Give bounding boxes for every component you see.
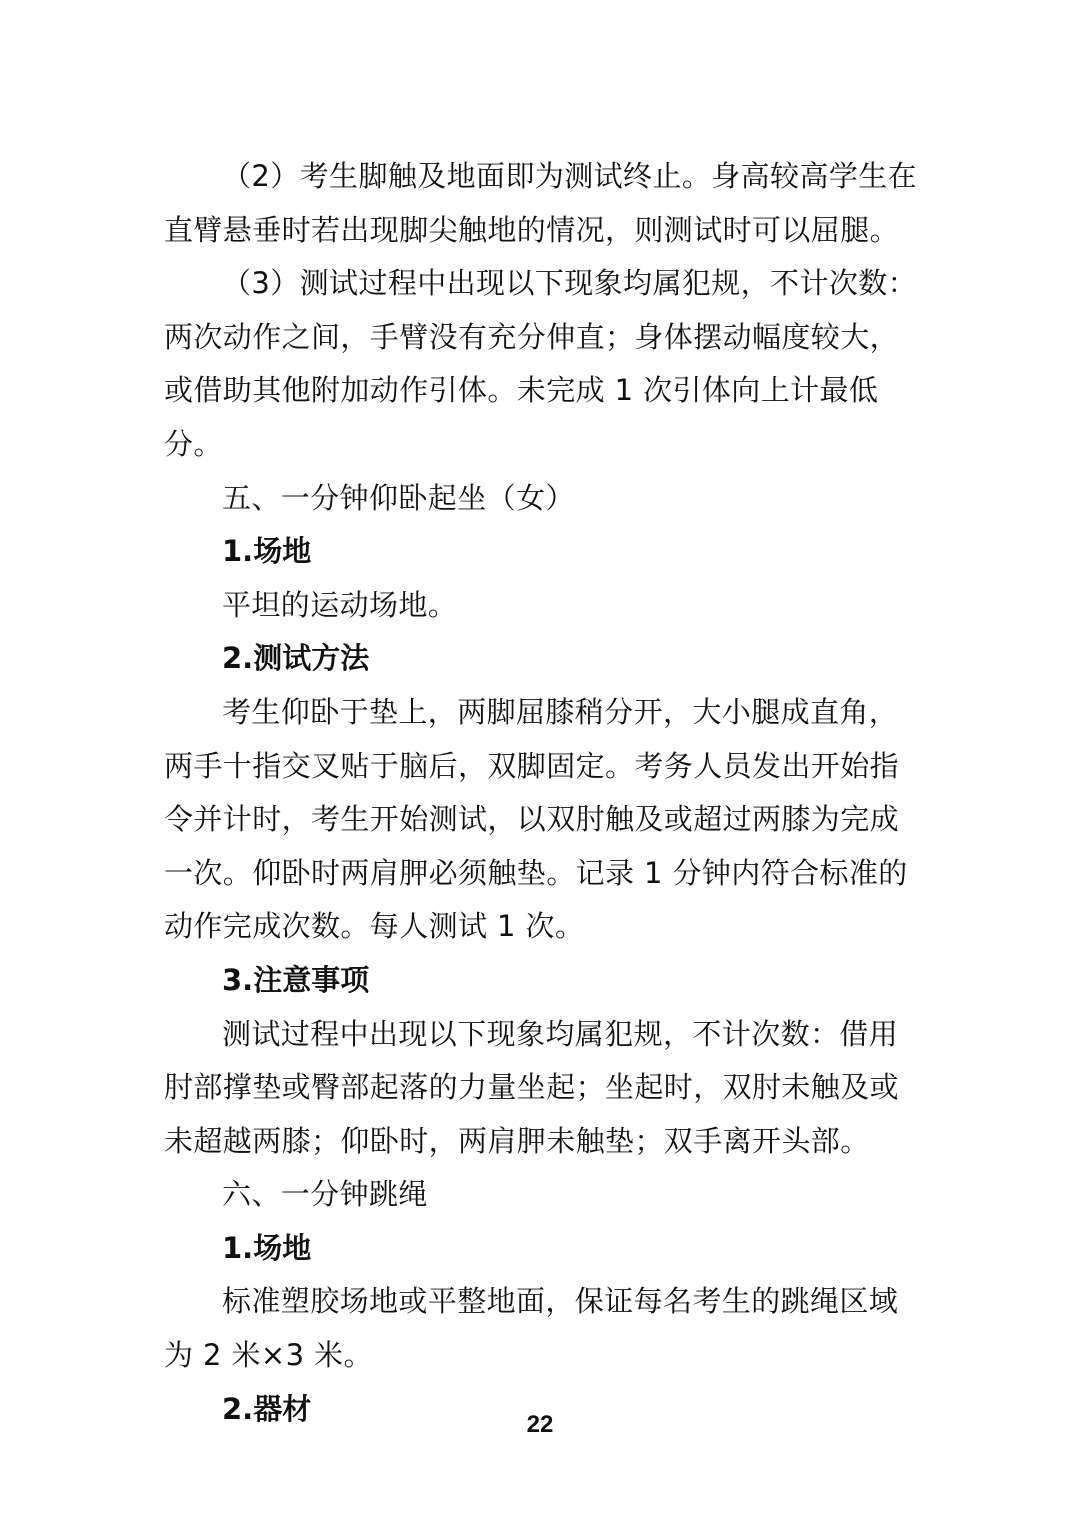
paragraph-rule-2: （2）考生脚触及地面即为测试终止。身高较高学生在直臂悬垂时若出现脚尖触地的情况，则测试时可以屈腿。: [164, 159, 918, 247]
paragraph-venue: 平坦的运动场地。: [222, 587, 458, 622]
paragraph-rule-3: （3）测试过程中出现以下现象均属犯规，不计次数：两次动作之间，手臂没有充分伸直；身体摆动幅度较大，或借助其他附加动作引体。未完成 1 次引体向上计最低分。: [164, 266, 918, 461]
heading-notes: 3.注意事项: [222, 962, 370, 997]
heading-venue: 1.场地: [222, 534, 312, 569]
paragraph-notes: 测试过程中出现以下现象均属犯规，不计次数：借用肘部撑垫或臀部起落的力量坐起；坐起时，双肘未触及或未超越两膝；仰卧时，两肩胛未触垫；双手离开头部。: [164, 1016, 900, 1158]
section-title-situps: 五、一分钟仰卧起坐（女）: [222, 480, 575, 515]
heading-method: 2.测试方法: [222, 641, 370, 676]
heading-venue-rope: 1.场地: [222, 1230, 312, 1265]
page-number: 22: [526, 1411, 554, 1438]
paragraph-venue-rope: 标准塑胶场地或平整地面，保证每名考生的跳绳区域为 2 米×3 米。: [164, 1284, 899, 1373]
document-body: [164, 150, 920, 1436]
section-title-rope: 六、一分钟跳绳: [222, 1177, 428, 1212]
heading-equipment: 2.器材: [222, 1391, 312, 1426]
paragraph-method: 考生仰卧于垫上，两脚屈膝稍分开，大小腿成直角，两手十指交叉贴于脑后，双脚固定。考务人员发出开始指令并计时，考生开始测试，以双肘触及或超过两膝为完成一次。仰卧时两肩胛必须触垫。记录 1 分钟内符合标准的动作完成次数。每人测试 1 次。: [164, 694, 908, 944]
